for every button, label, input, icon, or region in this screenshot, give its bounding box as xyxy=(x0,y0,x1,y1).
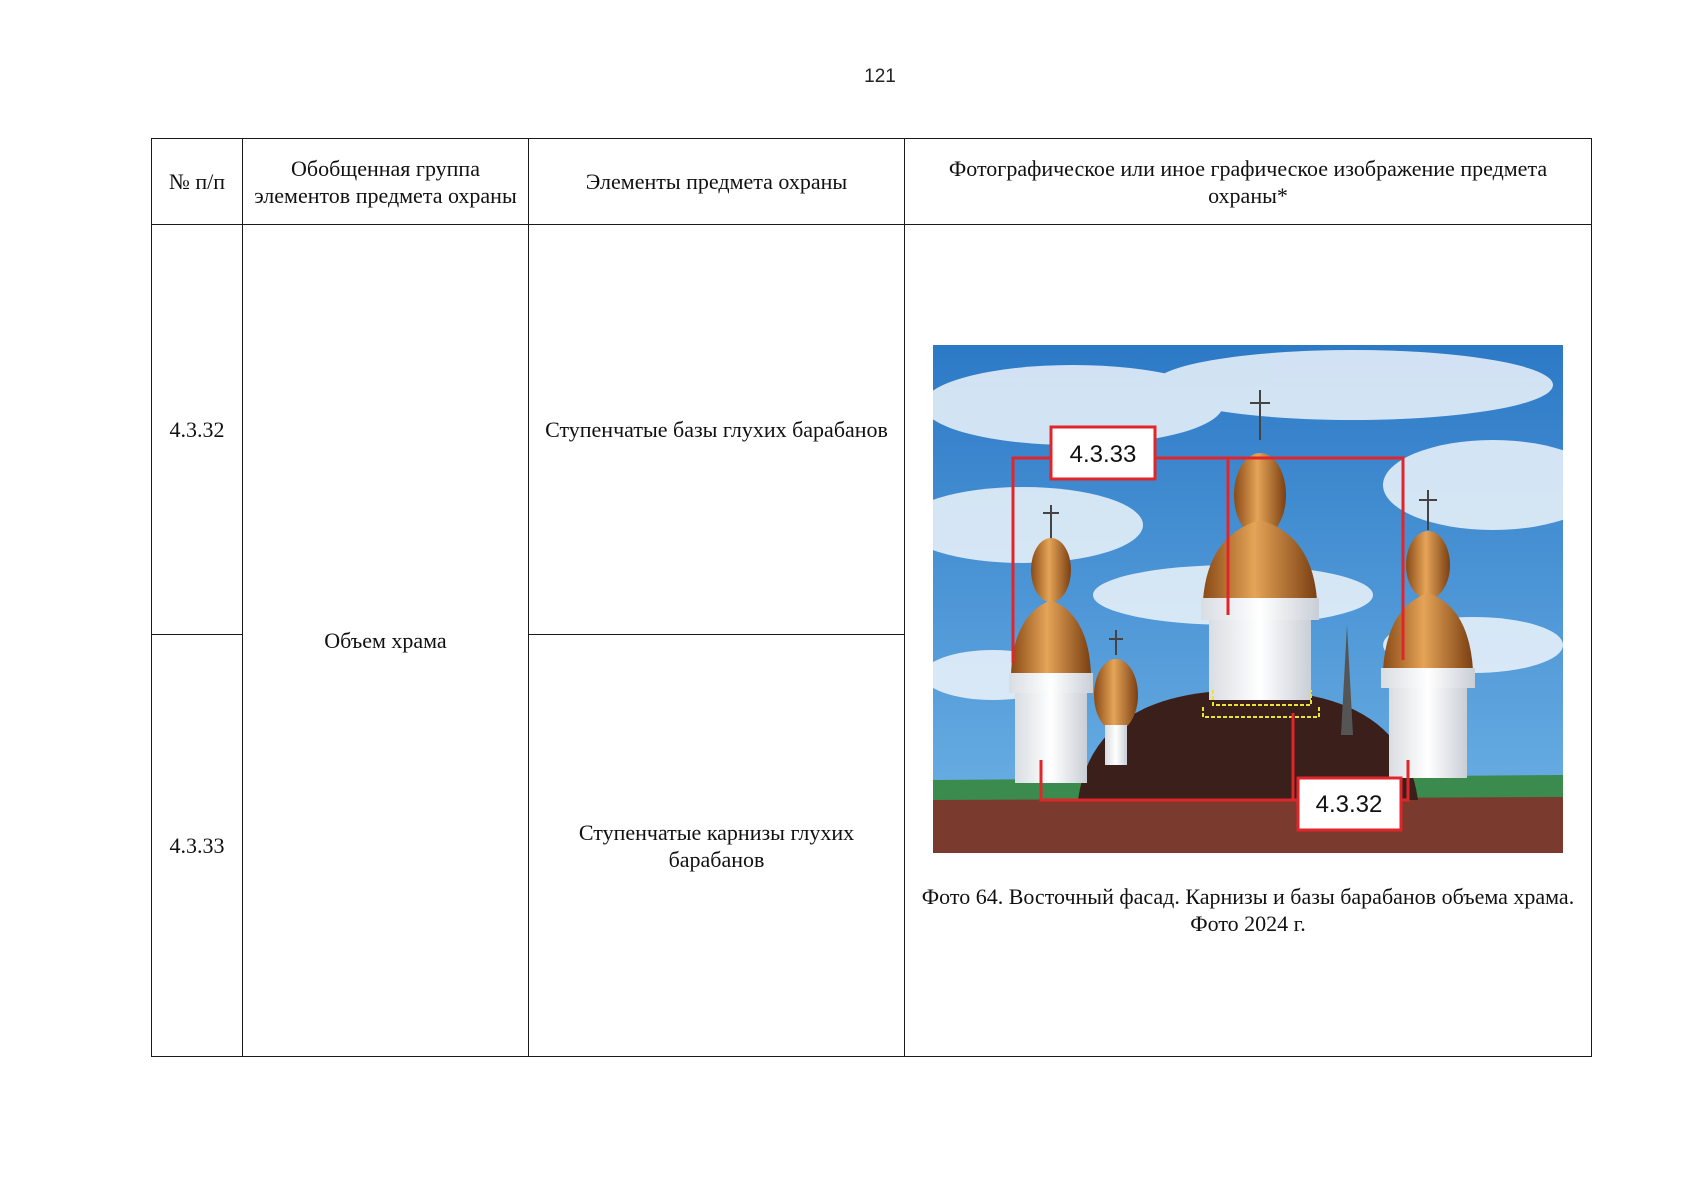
element-cell: Ступенчатые карнизы глухих барабанов xyxy=(529,635,905,1057)
protection-table xyxy=(151,138,1592,1057)
header-elements: Элементы предмета охраны xyxy=(529,139,905,225)
row-number: 4.3.33 xyxy=(152,635,243,1057)
label-bottom-text: 4.3.32 xyxy=(1315,790,1383,818)
row-number: 4.3.32 xyxy=(152,225,243,635)
church-domes-photo xyxy=(933,345,1563,853)
photo-caption xyxy=(905,883,1591,937)
caption-line-2: Фото 2024 г. xyxy=(1190,910,1306,936)
label-top-text: 4.3.33 xyxy=(1069,440,1137,468)
header-photo: Фотографическое или иное графическое изображение предмета охраны* xyxy=(905,139,1592,225)
group-cell: Объем храма xyxy=(243,225,529,1057)
brick-wall xyxy=(933,797,1563,853)
header-group: Обобщенная группа элементов предмета охраны xyxy=(243,139,529,225)
page-number: 121 xyxy=(864,66,896,87)
photo xyxy=(933,345,1563,853)
table-header-row xyxy=(152,139,1592,225)
photo-cell xyxy=(905,225,1592,1057)
table-row xyxy=(152,225,1592,635)
label-4-3-33 xyxy=(1051,427,1155,479)
header-num: № п/п xyxy=(152,139,243,225)
caption-line-1: Фото 64. Восточный фасад. Карнизы и базы барабанов объема храма. xyxy=(921,883,1575,909)
label-4-3-32 xyxy=(1298,778,1401,830)
element-cell: Ступенчатые базы глухих барабанов xyxy=(529,225,905,635)
